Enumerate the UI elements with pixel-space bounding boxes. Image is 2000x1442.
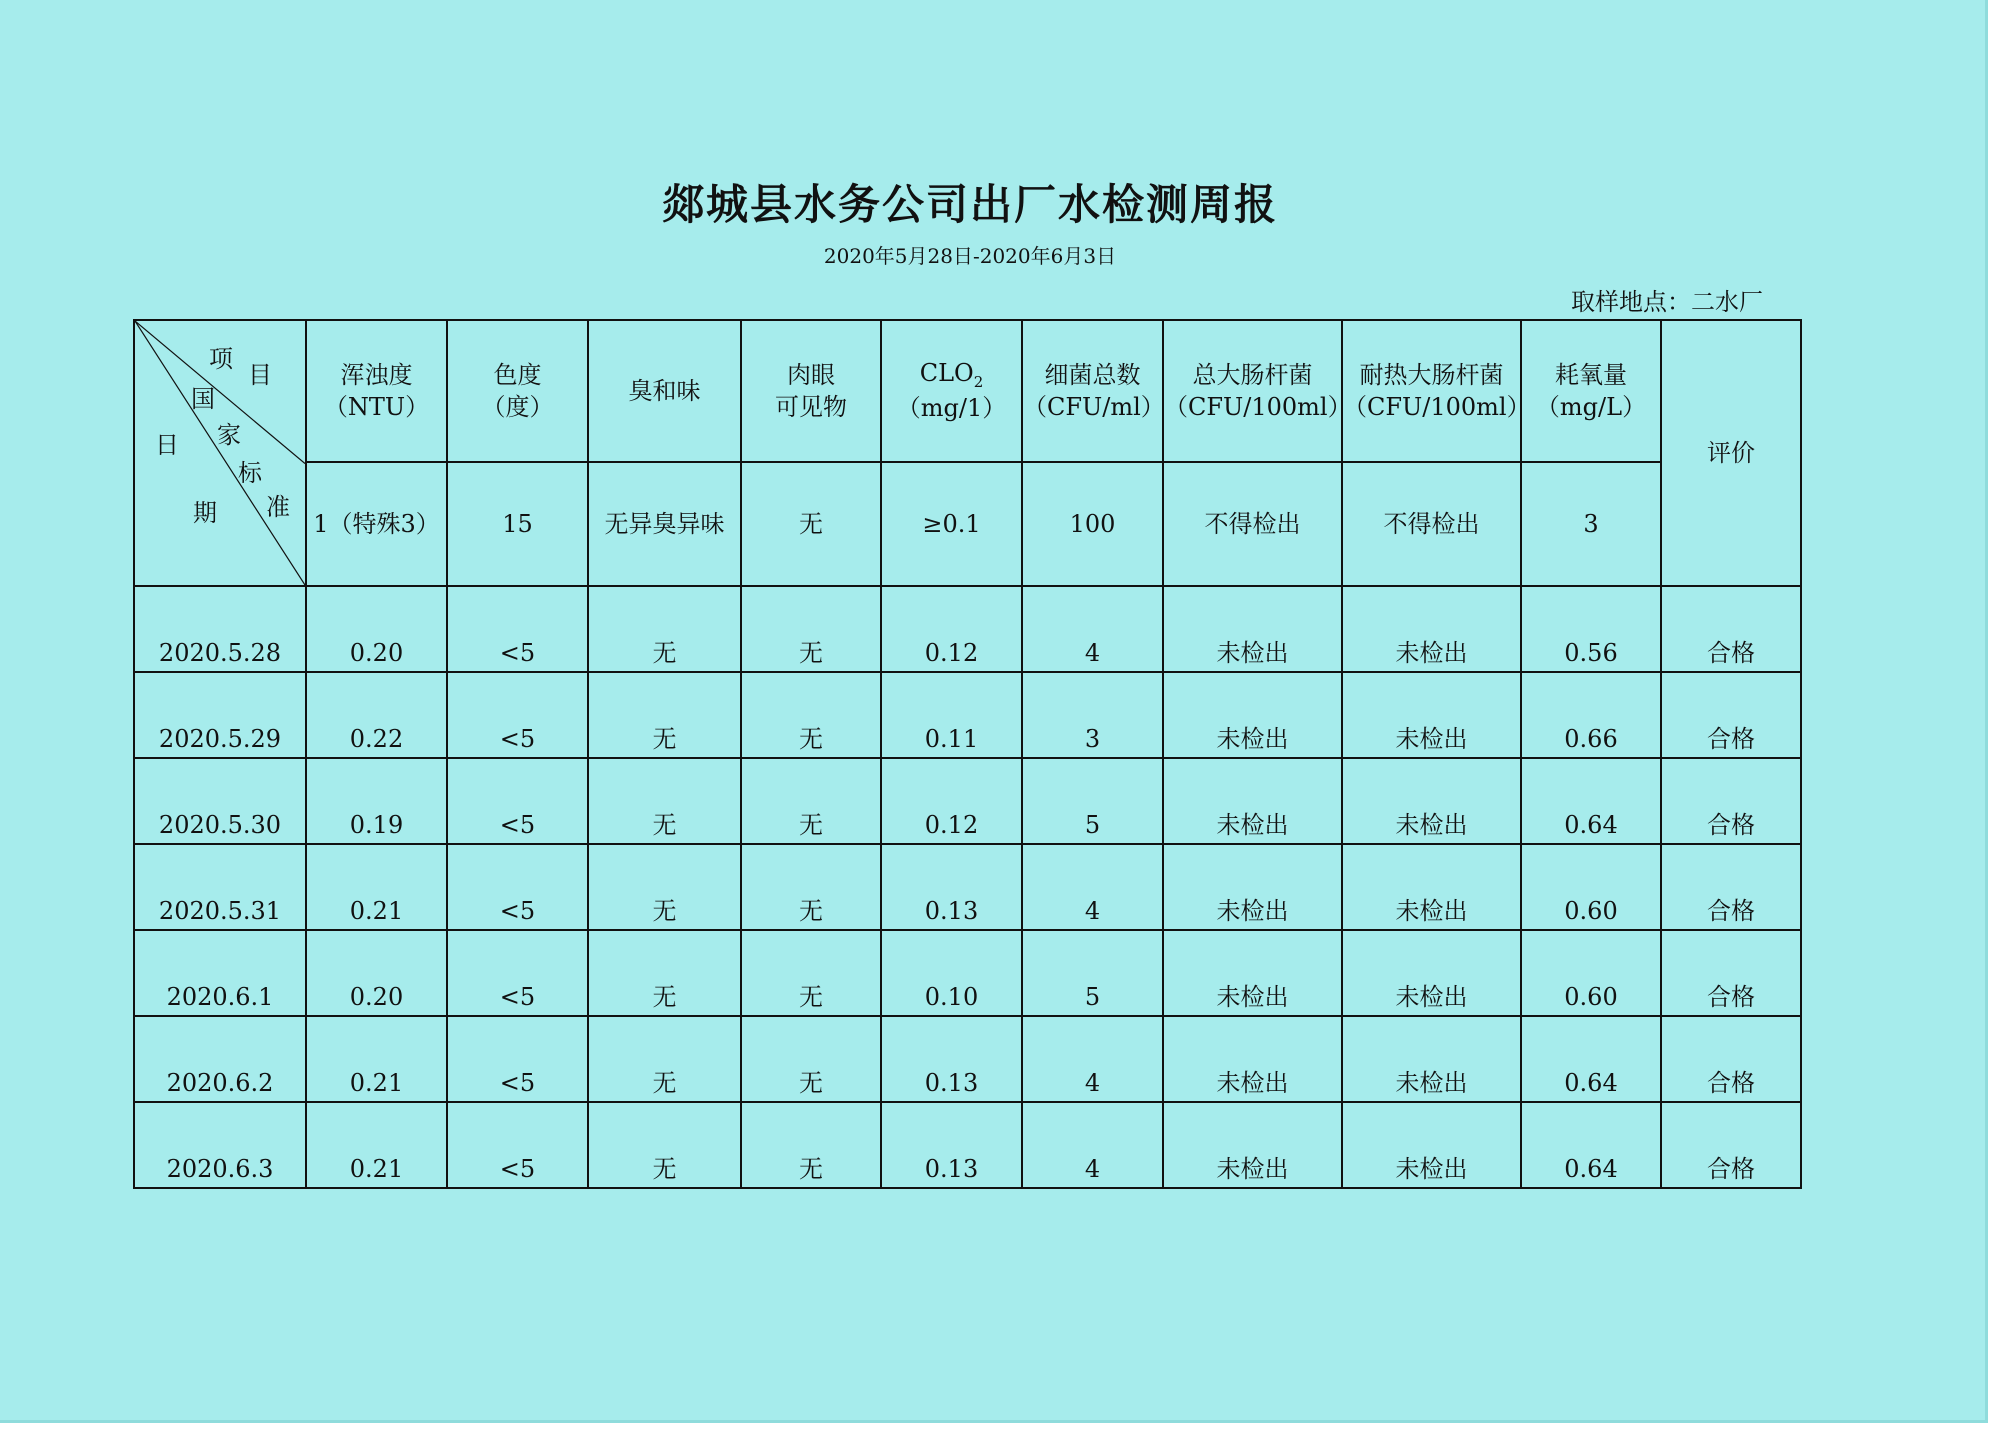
- cell-total-bacteria: 5: [1022, 758, 1163, 844]
- header-turbidity: 浑浊度 （NTU）: [306, 320, 447, 462]
- cell-odor-taste: 无: [588, 672, 741, 758]
- cell-oxygen-consumption: 0.66: [1521, 672, 1661, 758]
- standard-cell: ≥0.1: [881, 462, 1022, 586]
- cell-total-coliform: 未检出: [1163, 758, 1342, 844]
- cell-odor-taste: 无: [588, 758, 741, 844]
- header-thermotolerant-coliform: 耐热大肠杆菌 （CFU/100ml）: [1342, 320, 1521, 462]
- header-color: 色度 （度）: [447, 320, 588, 462]
- table-row: [134, 844, 1801, 930]
- cell-visible-matter: 无: [741, 930, 881, 1016]
- header-chlorine: $CLO_2$ （mg/1）: [881, 320, 1022, 462]
- cell-chlorine: 0.12: [881, 758, 1022, 844]
- corner-char-qi: 期: [193, 499, 217, 527]
- cell-color: <5: [447, 672, 588, 758]
- cell-oxygen-consumption: 0.64: [1521, 758, 1661, 844]
- cell-turbidity: 0.21: [306, 1102, 447, 1188]
- cell-visible-matter: 无: [741, 586, 881, 672]
- cell-date: 2020.6.3: [134, 1102, 306, 1188]
- cell-date: 2020.6.2: [134, 1016, 306, 1102]
- cell-date: 2020.5.30: [134, 758, 306, 844]
- cell-evaluation: 合格: [1661, 1016, 1801, 1102]
- cell-chlorine: 0.12: [881, 586, 1022, 672]
- cell-chlorine: 0.13: [881, 1016, 1022, 1102]
- water-quality-table: [133, 319, 1802, 1189]
- cell-chlorine: 0.11: [881, 672, 1022, 758]
- cell-chlorine: 0.10: [881, 930, 1022, 1016]
- standard-cell: 3: [1521, 462, 1661, 586]
- standard-cell: 100: [1022, 462, 1163, 586]
- standard-cell: 1（特殊3）: [306, 462, 447, 586]
- cell-date: 2020.5.29: [134, 672, 306, 758]
- cell-thermotolerant-coliform: 未检出: [1342, 758, 1521, 844]
- cell-evaluation: 合格: [1661, 844, 1801, 930]
- corner-header-cell: [134, 320, 306, 586]
- standard-row: [134, 462, 1801, 586]
- cell-date: 2020.5.28: [134, 586, 306, 672]
- corner-char-mu: 目: [248, 361, 272, 389]
- cell-oxygen-consumption: 0.64: [1521, 1016, 1661, 1102]
- cell-total-coliform: 未检出: [1163, 930, 1342, 1016]
- table-row: [134, 930, 1801, 1016]
- cell-color: <5: [447, 758, 588, 844]
- cell-total-bacteria: 4: [1022, 844, 1163, 930]
- cell-total-coliform: 未检出: [1163, 1102, 1342, 1188]
- cell-total-bacteria: 4: [1022, 1102, 1163, 1188]
- cell-visible-matter: 无: [741, 758, 881, 844]
- cell-oxygen-consumption: 0.60: [1521, 930, 1661, 1016]
- cell-total-bacteria: 4: [1022, 586, 1163, 672]
- table-body: [134, 320, 1801, 1188]
- standard-cell: 无: [741, 462, 881, 586]
- cell-odor-taste: 无: [588, 844, 741, 930]
- corner-char-biao: 标: [238, 459, 262, 487]
- cell-visible-matter: 无: [741, 1016, 881, 1102]
- cell-turbidity: 0.22: [306, 672, 447, 758]
- table-row: [134, 672, 1801, 758]
- cell-visible-matter: 无: [741, 1102, 881, 1188]
- corner-char-jia: 家: [217, 421, 241, 449]
- cell-thermotolerant-coliform: 未检出: [1342, 672, 1521, 758]
- cell-color: <5: [447, 1016, 588, 1102]
- cell-total-coliform: 未检出: [1163, 844, 1342, 930]
- cell-thermotolerant-coliform: 未检出: [1342, 1102, 1521, 1188]
- standard-cell: 不得检出: [1163, 462, 1342, 586]
- cell-odor-taste: 无: [588, 586, 741, 672]
- cell-color: <5: [447, 844, 588, 930]
- standard-cell: 无异臭异味: [588, 462, 741, 586]
- cell-oxygen-consumption: 0.60: [1521, 844, 1661, 930]
- cell-color: <5: [447, 1102, 588, 1188]
- cell-thermotolerant-coliform: 未检出: [1342, 586, 1521, 672]
- header-total-coliform: 总大肠杆菌 （CFU/100ml）: [1163, 320, 1342, 462]
- table-row: [134, 586, 1801, 672]
- standard-cell: 15: [447, 462, 588, 586]
- corner-char-ri: 日: [155, 431, 179, 459]
- header-evaluation: 评价: [1661, 320, 1801, 586]
- report-date-range: 2020年5月28日-2020年6月3日: [823, 244, 1117, 268]
- cell-evaluation: 合格: [1661, 930, 1801, 1016]
- header-total-bacteria: 细菌总数 （CFU/ml）: [1022, 320, 1163, 462]
- cell-oxygen-consumption: 0.56: [1521, 586, 1661, 672]
- table-row: [134, 1016, 1801, 1102]
- header-odor-taste: 臭和味: [588, 320, 741, 462]
- cell-odor-taste: 无: [588, 930, 741, 1016]
- table-row: [134, 1102, 1801, 1188]
- cell-color: <5: [447, 930, 588, 1016]
- sampling-location: 取样地点：二水厂: [1571, 288, 1763, 316]
- header-row: [134, 320, 1801, 462]
- cell-thermotolerant-coliform: 未检出: [1342, 930, 1521, 1016]
- header-oxygen-consumption: 耗氧量 （mg/L）: [1521, 320, 1661, 462]
- cell-total-bacteria: 4: [1022, 1016, 1163, 1102]
- cell-turbidity: 0.19: [306, 758, 447, 844]
- cell-turbidity: 0.21: [306, 844, 447, 930]
- cell-turbidity: 0.21: [306, 1016, 447, 1102]
- corner-char-zhun: 准: [266, 493, 290, 521]
- cell-total-coliform: 未检出: [1163, 672, 1342, 758]
- cell-date: 2020.5.31: [134, 844, 306, 930]
- corner-char-guo: 国: [191, 385, 215, 413]
- cell-date: 2020.6.1: [134, 930, 306, 1016]
- cell-total-bacteria: 5: [1022, 930, 1163, 1016]
- cell-chlorine: 0.13: [881, 844, 1022, 930]
- cell-evaluation: 合格: [1661, 1102, 1801, 1188]
- cell-chlorine: 0.13: [881, 1102, 1022, 1188]
- cell-odor-taste: 无: [588, 1016, 741, 1102]
- cell-turbidity: 0.20: [306, 930, 447, 1016]
- cell-total-coliform: 未检出: [1163, 586, 1342, 672]
- report-title: 郯城县水务公司出厂水检测周报: [661, 180, 1278, 229]
- header-visible-matter: 肉眼 可见物: [741, 320, 881, 462]
- cell-odor-taste: 无: [588, 1102, 741, 1188]
- cell-thermotolerant-coliform: 未检出: [1342, 844, 1521, 930]
- cell-evaluation: 合格: [1661, 586, 1801, 672]
- cell-thermotolerant-coliform: 未检出: [1342, 1016, 1521, 1102]
- standard-cell: 不得检出: [1342, 462, 1521, 586]
- cell-turbidity: 0.20: [306, 586, 447, 672]
- cell-visible-matter: 无: [741, 844, 881, 930]
- cell-color: <5: [447, 586, 588, 672]
- table-row: [134, 758, 1801, 844]
- corner-char-xiang: 项: [209, 345, 233, 373]
- cell-total-bacteria: 3: [1022, 672, 1163, 758]
- cell-total-coliform: 未检出: [1163, 1016, 1342, 1102]
- cell-visible-matter: 无: [741, 672, 881, 758]
- cell-evaluation: 合格: [1661, 758, 1801, 844]
- cell-evaluation: 合格: [1661, 672, 1801, 758]
- cell-oxygen-consumption: 0.64: [1521, 1102, 1661, 1188]
